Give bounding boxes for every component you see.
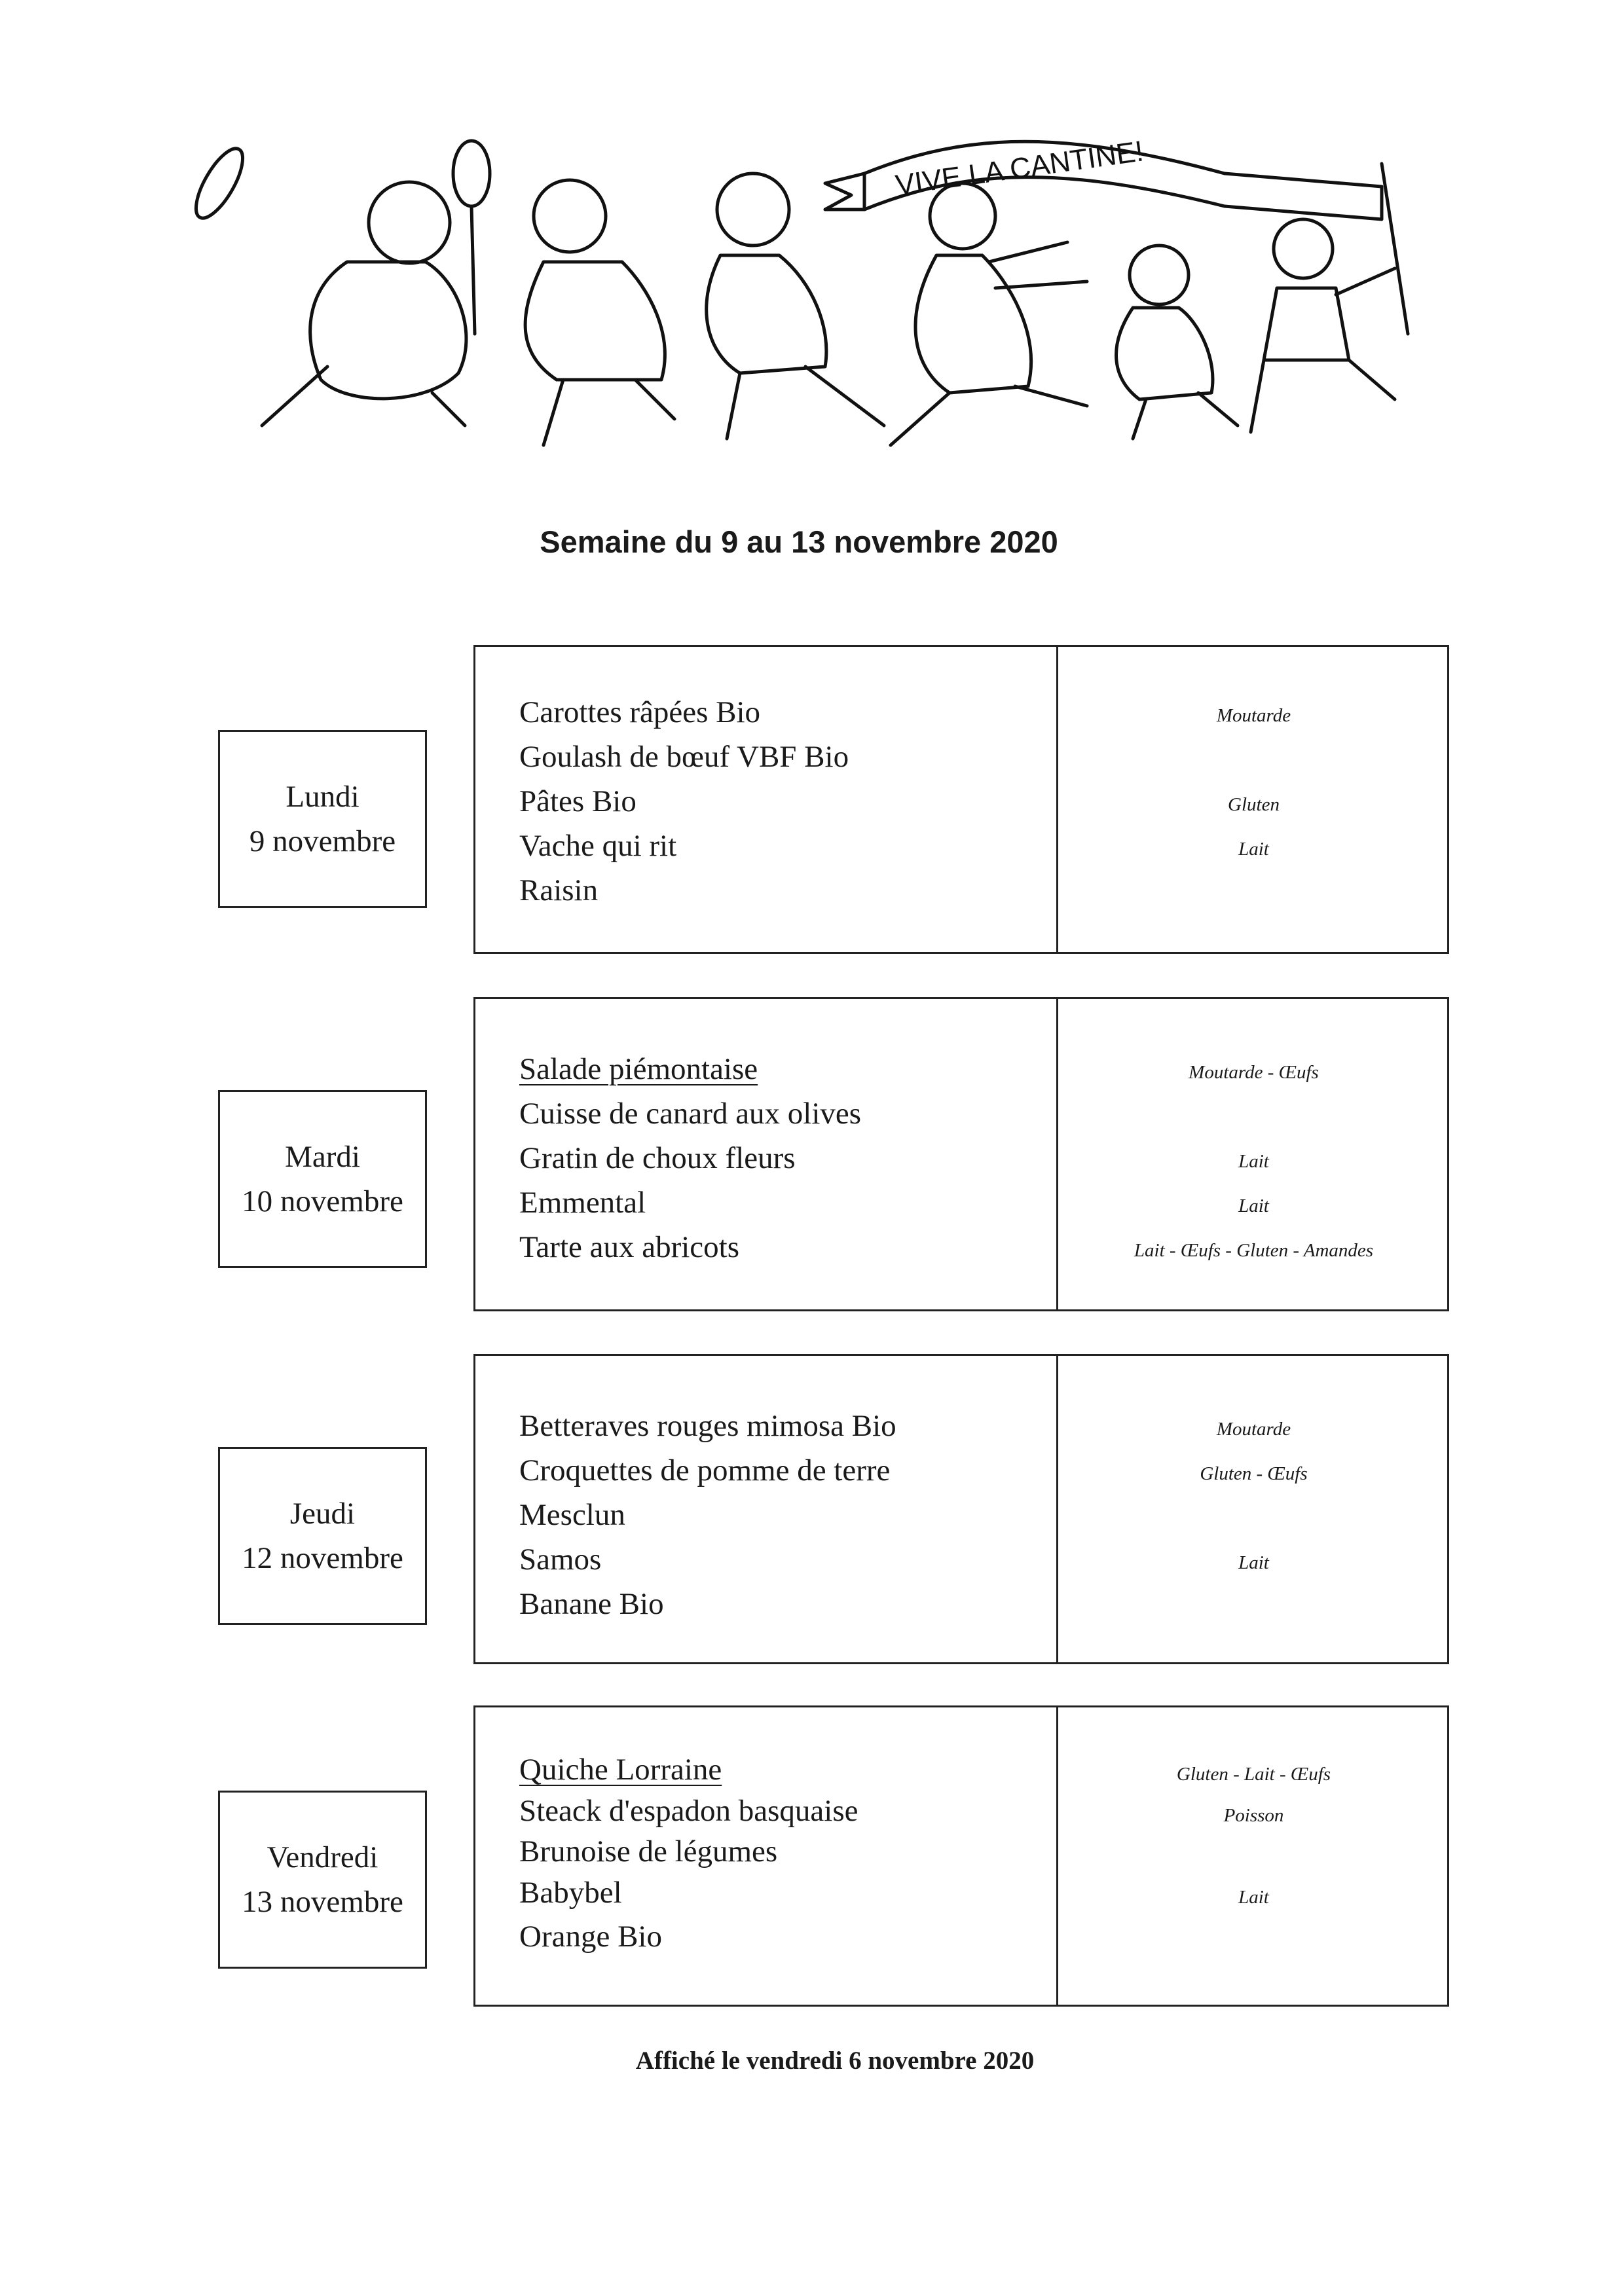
- day-weekday: Jeudi: [289, 1497, 356, 1531]
- day-box-vendredi: [218, 1791, 427, 1969]
- allergen-note: Lait: [1238, 1195, 1269, 1216]
- day-weekday: Lundi: [286, 780, 360, 814]
- dish-item: Pâtes Bio: [519, 784, 637, 818]
- posted-date-footer: Affiché le vendredi 6 novembre 2020: [635, 2047, 1035, 2075]
- day-date: 10 novembre: [242, 1184, 403, 1218]
- dish-item: Banane Bio: [519, 1587, 664, 1621]
- dish-item: Brunoise de légumes: [519, 1834, 778, 1868]
- cantine-banner-illustration: [151, 118, 1414, 452]
- dish-item: Orange Bio: [519, 1920, 662, 1954]
- dish-item: Emmental: [519, 1186, 646, 1220]
- allergen-note: Gluten: [1228, 794, 1280, 815]
- dish-item: Steack d'espadon basquaise: [519, 1794, 858, 1828]
- column-divider: [1056, 1356, 1058, 1662]
- menu-box-vendredi: [473, 1705, 1449, 2007]
- dish-item: Gratin de choux fleurs: [519, 1141, 796, 1175]
- dish-item: Samos: [519, 1542, 602, 1576]
- allergen-note: Lait: [1238, 1887, 1269, 1908]
- allergen-note: Lait: [1238, 1552, 1269, 1573]
- allergen-note: Moutarde: [1216, 1419, 1291, 1440]
- allergen-note: Lait: [1238, 1151, 1269, 1172]
- day-box-lundi: [218, 730, 427, 908]
- banner-slogan: VIVE LA CANTINE!: [893, 135, 1146, 202]
- allergen-note: Lait - Œufs - Gluten - Amandes: [1134, 1240, 1374, 1261]
- day-box-jeudi: [218, 1447, 427, 1625]
- page-title: Semaine du 9 au 13 novembre 2020: [540, 524, 1058, 559]
- allergen-note: Poisson: [1223, 1805, 1284, 1826]
- allergen-note: Lait: [1238, 839, 1269, 860]
- day-date: 13 novembre: [242, 1885, 403, 1919]
- dish-item: Goulash de bœuf VBF Bio: [519, 740, 849, 774]
- day-box-mardi: [218, 1090, 427, 1268]
- day-date: 12 novembre: [242, 1541, 403, 1575]
- menu-box-mardi: [473, 997, 1449, 1311]
- day-date: 9 novembre: [249, 824, 396, 858]
- menu-box-jeudi: [473, 1354, 1449, 1664]
- day-weekday: Vendredi: [267, 1840, 378, 1874]
- day-weekday: Mardi: [285, 1140, 360, 1174]
- menu-box-lundi: [473, 645, 1449, 954]
- dish-item: Betteraves rouges mimosa Bio: [519, 1409, 896, 1443]
- allergen-note: Gluten - Lait - Œufs: [1176, 1764, 1331, 1785]
- dish-item: Quiche Lorraine: [519, 1753, 722, 1787]
- dish-item: Salade piémontaise: [519, 1052, 758, 1086]
- dish-item: Cuisse de canard aux olives: [519, 1097, 862, 1131]
- dish-item: Vache qui rit: [519, 829, 677, 863]
- allergen-note: Moutarde: [1216, 705, 1291, 726]
- allergen-note: Moutarde - Œufs: [1189, 1062, 1319, 1083]
- dish-item: Raisin: [519, 873, 599, 907]
- dish-item: Babybel: [519, 1876, 622, 1910]
- dish-item: Tarte aux abricots: [519, 1230, 739, 1264]
- dish-item: Mesclun: [519, 1498, 625, 1532]
- column-divider: [1056, 1707, 1058, 2005]
- dish-item: Croquettes de pomme de terre: [519, 1453, 891, 1487]
- dish-item: Carottes râpées Bio: [519, 695, 761, 729]
- allergen-note: Gluten - Œufs: [1200, 1463, 1308, 1484]
